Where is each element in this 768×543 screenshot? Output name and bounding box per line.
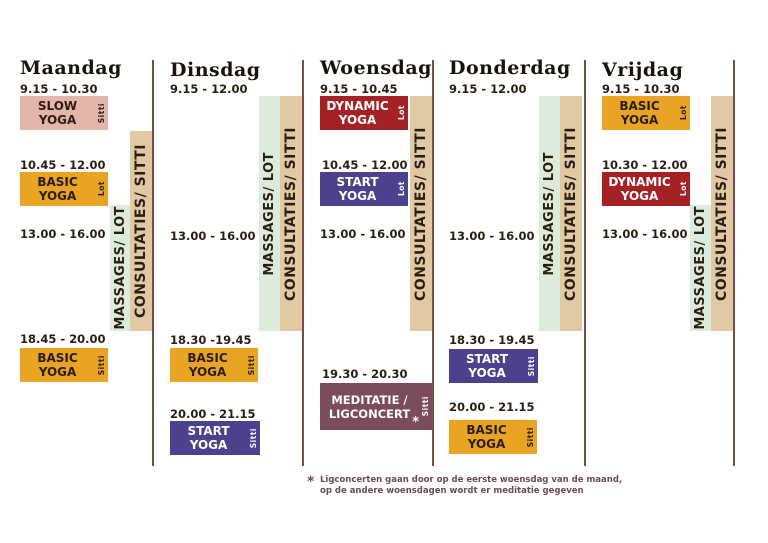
class-label: BASIC YOGA — [619, 99, 660, 127]
consultaties-bar — [280, 96, 302, 331]
time-label: 9.15 - 12.00 — [449, 82, 527, 96]
class-label: START YOGA — [465, 352, 509, 380]
consultaties-bar-label: CONSULTATIES/ SITTI — [283, 126, 299, 301]
teacher-tag: Sitti — [97, 102, 106, 124]
time-label: 9.15 - 10.30 — [602, 82, 680, 96]
teacher-tag: Lot — [397, 181, 406, 197]
time-label: 9.15 - 10.30 — [20, 82, 98, 96]
time-label: 20.00 - 21.15 — [449, 400, 535, 414]
time-label: 13.00 - 16.00 — [602, 227, 688, 241]
class-label: START YOGA — [187, 424, 230, 452]
class-label: BASIC YOGA — [466, 423, 507, 451]
class-start-yoga — [320, 172, 408, 206]
massages-bar-label: MASSAGES/ LOT — [112, 206, 128, 330]
time-label: 10.30 - 12.00 — [602, 158, 688, 172]
time-label: 18.45 - 20.00 — [20, 332, 106, 346]
class-start-yoga — [170, 421, 260, 455]
time-label: 18.30 - 19.45 — [449, 333, 535, 347]
class-label: BASIC YOGA — [37, 175, 78, 203]
day-title-maandag: Maandag — [20, 57, 122, 79]
class-dynamic-yoga — [320, 96, 408, 130]
time-label: 9.15 - 10.45 — [320, 82, 398, 96]
teacher-tag: Lot — [679, 181, 688, 197]
time-label: 19.30 - 20.30 — [322, 367, 408, 381]
day-title-vrijdag: Vrijdag — [602, 59, 684, 81]
consultaties-bar-label: CONSULTATIES/ SITTI — [563, 126, 579, 301]
time-label: 13.00 - 16.00 — [20, 227, 106, 241]
teacher-tag: Sitti — [97, 354, 106, 376]
time-label: 13.00 - 16.00 — [449, 229, 535, 243]
teacher-tag: Sitti — [527, 355, 536, 377]
time-label: 13.00 - 16.00 — [170, 229, 256, 243]
consultaties-bar — [711, 96, 733, 331]
massages-bar — [110, 205, 130, 331]
teacher-tag: Sitti — [247, 354, 256, 376]
class-label: DYNAMIC YOGA — [326, 99, 389, 127]
column-separator — [302, 60, 304, 466]
massages-bar-label: MASSAGES/ LOT — [693, 206, 708, 330]
class-label: BASIC YOGA — [187, 351, 228, 379]
teacher-tag: Sitti — [526, 426, 535, 448]
class-basic-yoga — [449, 420, 537, 454]
time-label: 10.45 - 12.00 — [322, 158, 408, 172]
consultaties-bar-label: CONSULTATIES/ SITTI — [413, 126, 429, 301]
teacher-tag: Lot — [397, 105, 406, 121]
consultaties-bar-label: CONSULTATIES/ SITTI — [133, 144, 149, 318]
day-title-dinsdag: Dinsdag — [170, 59, 261, 81]
time-label: 9.15 - 12.00 — [170, 82, 248, 96]
class-dynamic-yoga — [602, 172, 690, 206]
time-label: 13.00 - 16.00 — [320, 227, 406, 241]
footnote-line-1: Ligconcerten gaan door op de eerste woensdag van de maand, — [320, 475, 623, 485]
class-label: START YOGA — [336, 175, 379, 203]
footnote-line-2: op de andere woensdagen wordt er meditatie gegeven — [320, 486, 584, 496]
class-label: BASIC YOGA — [37, 351, 78, 379]
class-meditatie-ligconcert — [320, 383, 432, 430]
massages-bar-label: MASSAGES/ LOT — [262, 151, 277, 276]
consultaties-bar-label: CONSULTATIES/ SITTI — [714, 126, 730, 301]
massages-bar — [690, 205, 711, 331]
massages-bar-label: MASSAGES/ LOT — [542, 151, 557, 276]
consultaties-bar — [560, 96, 582, 331]
consultaties-bar — [410, 96, 432, 331]
teacher-tag: Lot — [679, 105, 688, 121]
time-label: 10.45 - 12.00 — [20, 158, 106, 172]
time-label: 20.00 - 21.15 — [170, 407, 256, 421]
consultaties-bar — [130, 131, 152, 331]
class-slow-yoga — [20, 96, 108, 130]
column-separator — [733, 60, 735, 466]
teacher-tag: Sitti — [421, 396, 430, 417]
time-label: 18.30 -19.45 — [170, 333, 252, 347]
column-separator — [152, 60, 154, 466]
class-basic-yoga — [20, 172, 108, 206]
column-separator — [432, 60, 434, 466]
day-title-woensdag: Woensdag — [320, 57, 432, 79]
teacher-tag: Lot — [97, 181, 106, 197]
class-basic-yoga — [20, 348, 108, 382]
class-start-yoga — [449, 349, 538, 383]
class-basic-yoga — [170, 348, 258, 382]
class-basic-yoga — [602, 96, 690, 130]
day-title-donderdag: Donderdag — [449, 57, 571, 79]
massages-bar — [539, 96, 560, 331]
column-separator — [584, 60, 586, 466]
asterisk-marker: * — [412, 415, 419, 430]
teacher-tag: Sitti — [249, 427, 258, 449]
class-label: MEDITATIE / LIGCONCERT — [328, 392, 411, 421]
class-label: DYNAMIC YOGA — [608, 175, 671, 203]
class-label: SLOW YOGA — [37, 99, 78, 127]
massages-bar — [259, 96, 280, 331]
footnote-asterisk: * — [307, 474, 315, 490]
